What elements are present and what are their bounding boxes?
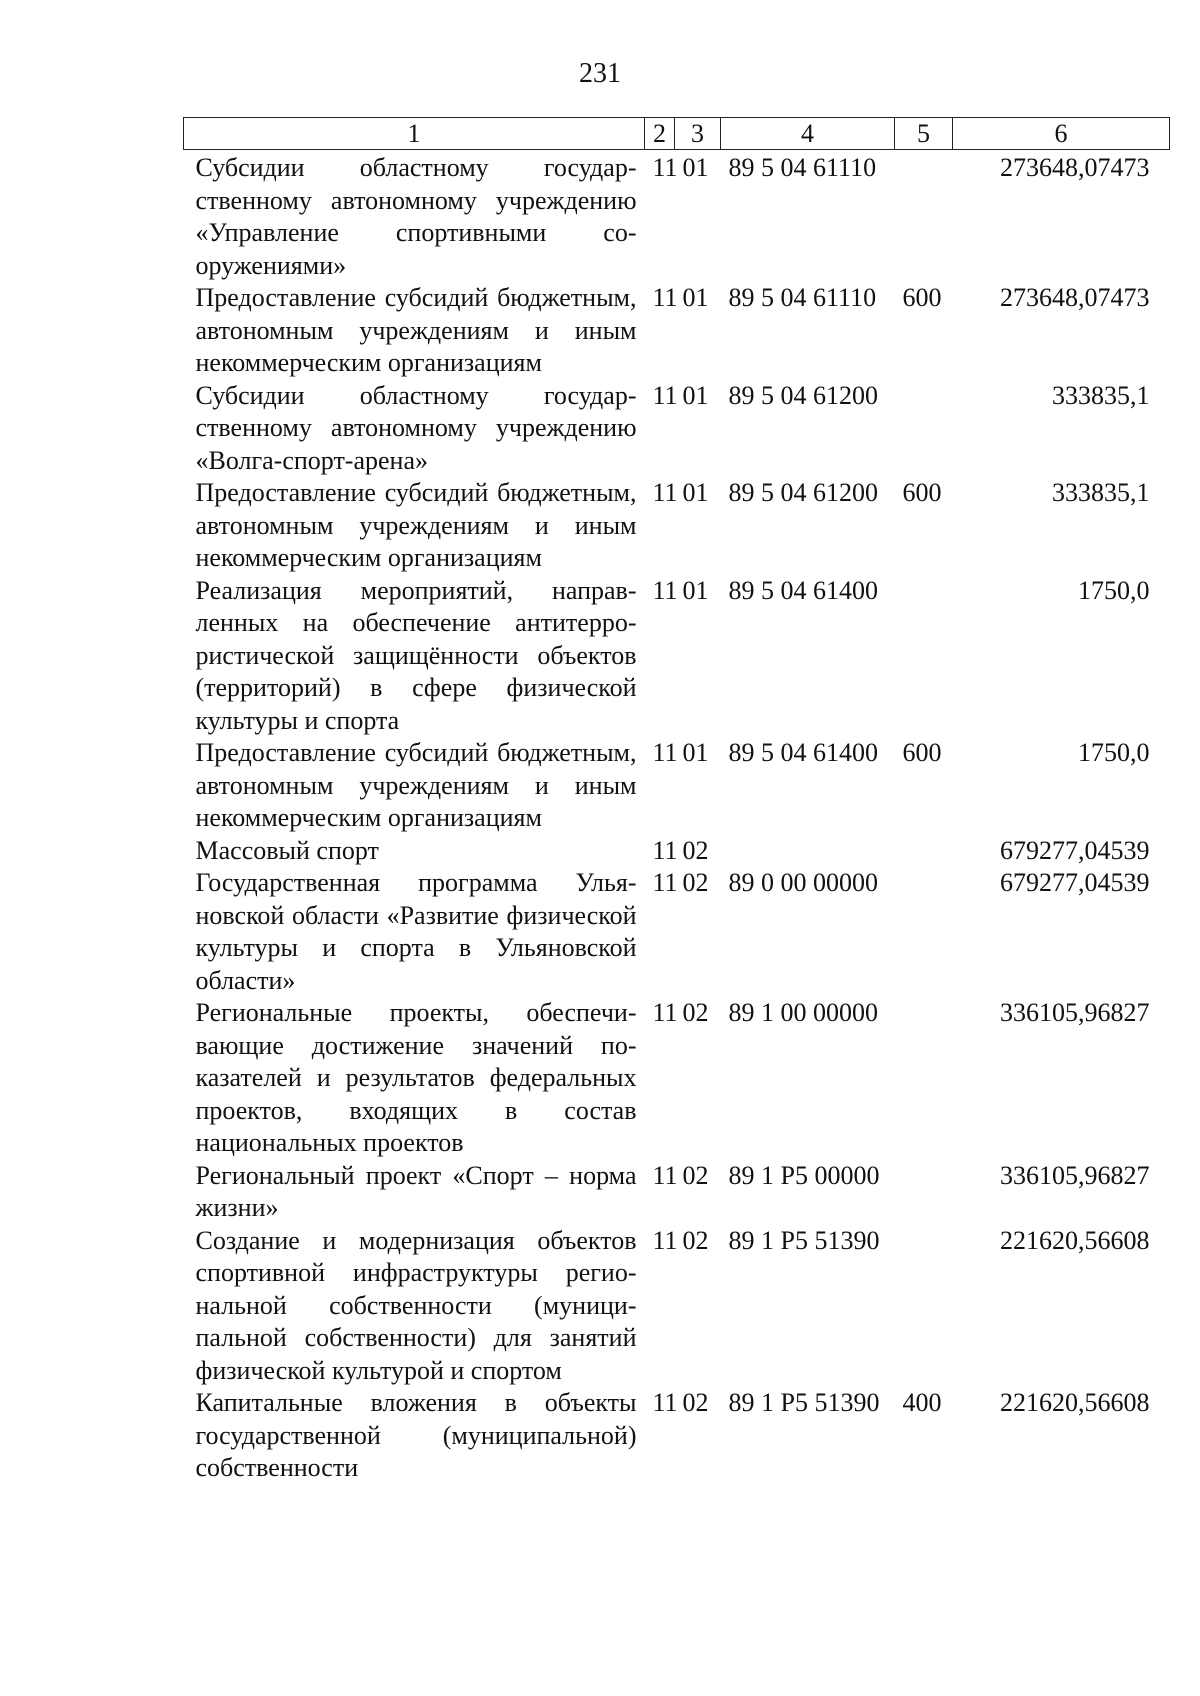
- table-row: [184, 1225, 1170, 1388]
- row-amount-cell: 333835,1: [1052, 478, 1150, 507]
- table-row: [184, 477, 1170, 575]
- row-expense-type-cell: [895, 380, 953, 478]
- row-section-cell: 11: [652, 738, 678, 767]
- row-amount-cell: 679277,04539: [1000, 835, 1150, 865]
- table-body: [184, 150, 1170, 1485]
- row-subsection-cell: 01: [682, 380, 709, 410]
- row-expense-type-cell: 600: [902, 738, 942, 767]
- page-number: 231: [579, 58, 621, 89]
- row-expense-type-cell: [895, 997, 953, 1160]
- row-expense-type-cell: [895, 1225, 953, 1388]
- row-target-code-cell: 89 1 P5 51390: [728, 1225, 880, 1255]
- row-target-code-cell: 89 5 04 61110: [728, 283, 877, 312]
- row-subsection-cell: 01: [682, 283, 709, 312]
- table-row: [184, 282, 1170, 380]
- row-section-cell: 11: [652, 153, 678, 182]
- row-target-code-cell: 89 1 P5 51390: [728, 1388, 880, 1417]
- row-section-cell: 11: [652, 868, 678, 897]
- row-section-cell: 11: [652, 835, 678, 865]
- header-col-3: 3: [675, 118, 721, 150]
- table-row: [184, 1160, 1170, 1225]
- row-subsection-cell: 02: [682, 1225, 709, 1255]
- row-section-cell: 11: [652, 998, 678, 1027]
- table-header: [184, 118, 1170, 150]
- header-col-5: 5: [895, 118, 953, 150]
- row-expense-type-cell: [895, 150, 953, 283]
- row-subsection-cell: 02: [682, 868, 709, 897]
- row-name-cell: Субсидии областному государственному автономному учреждению «Волга-спорт-арена»: [195, 380, 637, 475]
- row-name-cell: Предоставление субсидий бюджетным, автономным учреждениям и иным некоммерческим организациям: [195, 478, 637, 572]
- row-section-cell: 11: [652, 1160, 678, 1190]
- row-expense-type-cell: [895, 835, 953, 868]
- row-section-cell: 11: [652, 1388, 678, 1417]
- row-subsection-cell: 02: [682, 1160, 709, 1190]
- row-target-code-cell: 89 5 04 61200: [728, 380, 878, 410]
- row-amount-cell: 1750,0: [1078, 575, 1150, 605]
- row-section-cell: 11: [652, 1225, 678, 1255]
- row-expense-type-cell: 600: [902, 283, 942, 312]
- table-row: [184, 1387, 1170, 1485]
- row-subsection-cell: 02: [682, 998, 709, 1027]
- row-amount-cell: 273648,07473: [1000, 153, 1150, 182]
- row-subsection-cell: 01: [682, 153, 709, 182]
- row-amount-cell: 336105,96827: [1000, 1160, 1150, 1190]
- row-amount-cell: 221620,56608: [1000, 1388, 1150, 1417]
- row-name-cell: Государственная программа Ульяновской области «Развитие физической культуры и спорта в Ульяновской области»: [195, 868, 637, 995]
- header-col-4: 4: [721, 118, 895, 150]
- row-name-cell: Капитальные вложения в объекты государственной (муниципальной) собственности: [195, 1388, 637, 1482]
- budget-table: [183, 117, 1170, 1485]
- row-name-cell: Массовый спорт: [195, 835, 379, 865]
- row-subsection-cell: 01: [682, 738, 709, 767]
- row-amount-cell: 679277,04539: [1000, 868, 1150, 897]
- table-row: [184, 575, 1170, 738]
- table-row: [184, 867, 1170, 997]
- row-target-code-cell: 89 5 04 61200: [728, 478, 878, 507]
- row-subsection-cell: 02: [682, 835, 709, 865]
- row-expense-type-cell: [895, 867, 953, 997]
- row-name-cell: Региональные проекты, обеспечивающие достижение значений показателей и результатов федеральных проектов, входящих в состав национальных проектов: [195, 998, 637, 1157]
- row-target-code-cell: [721, 835, 895, 868]
- table-row: [184, 997, 1170, 1160]
- row-target-code-cell: 89 5 04 61400: [728, 575, 878, 605]
- row-name-cell: Реализация мероприятий, направленных на обеспечение антитеррористической защищённости объектов (территорий) в сфере физической культуры и спорта: [195, 575, 637, 735]
- row-name-cell: Предоставление субсидий бюджетным, автономным учреждениям и иным некоммерческим организациям: [195, 738, 637, 832]
- row-target-code-cell: 89 5 04 61110: [728, 153, 877, 182]
- row-expense-type-cell: 600: [902, 478, 942, 507]
- row-section-cell: 11: [652, 478, 678, 507]
- row-expense-type-cell: [895, 575, 953, 738]
- row-target-code-cell: 89 5 04 61400: [728, 738, 878, 767]
- row-name-cell: Создание и модернизация объектов спортивной инфраструктуры региональной собственности (муниципальной собственности) для занятий физической культурой и спортом: [195, 1225, 637, 1385]
- row-name-cell: Предоставление субсидий бюджетным, автономным учреждениям и иным некоммерческим организациям: [195, 283, 637, 377]
- row-expense-type-cell: 400: [902, 1388, 942, 1417]
- row-section-cell: 11: [652, 380, 678, 410]
- row-expense-type-cell: [895, 1160, 953, 1225]
- header-col-2: 2: [645, 118, 675, 150]
- row-section-cell: 11: [652, 283, 678, 312]
- table-row: [184, 737, 1170, 835]
- row-amount-cell: 273648,07473: [1000, 283, 1150, 312]
- row-name-cell: Региональный проект «Спорт – норма жизни»: [195, 1160, 637, 1222]
- row-target-code-cell: 89 0 00 00000: [728, 868, 878, 897]
- row-target-code-cell: 89 1 00 00000: [728, 998, 878, 1027]
- table-row: [184, 835, 1170, 868]
- row-amount-cell: 221620,56608: [1000, 1225, 1150, 1255]
- header-col-1: 1: [184, 118, 645, 150]
- row-section-cell: 11: [652, 575, 678, 605]
- row-target-code-cell: 89 1 P5 00000: [728, 1160, 880, 1190]
- row-amount-cell: 333835,1: [1052, 380, 1150, 410]
- row-subsection-cell: 02: [682, 1388, 709, 1417]
- row-name-cell: Субсидии областному государственному автономному учреждению «Управление спортивными сооружениями»: [195, 153, 637, 280]
- table-row: [184, 380, 1170, 478]
- row-amount-cell: 1750,0: [1078, 738, 1150, 767]
- row-subsection-cell: 01: [682, 575, 709, 605]
- header-col-6: 6: [953, 118, 1170, 150]
- table-row: [184, 150, 1170, 283]
- row-subsection-cell: 01: [682, 478, 709, 507]
- row-amount-cell: 336105,96827: [1000, 998, 1150, 1027]
